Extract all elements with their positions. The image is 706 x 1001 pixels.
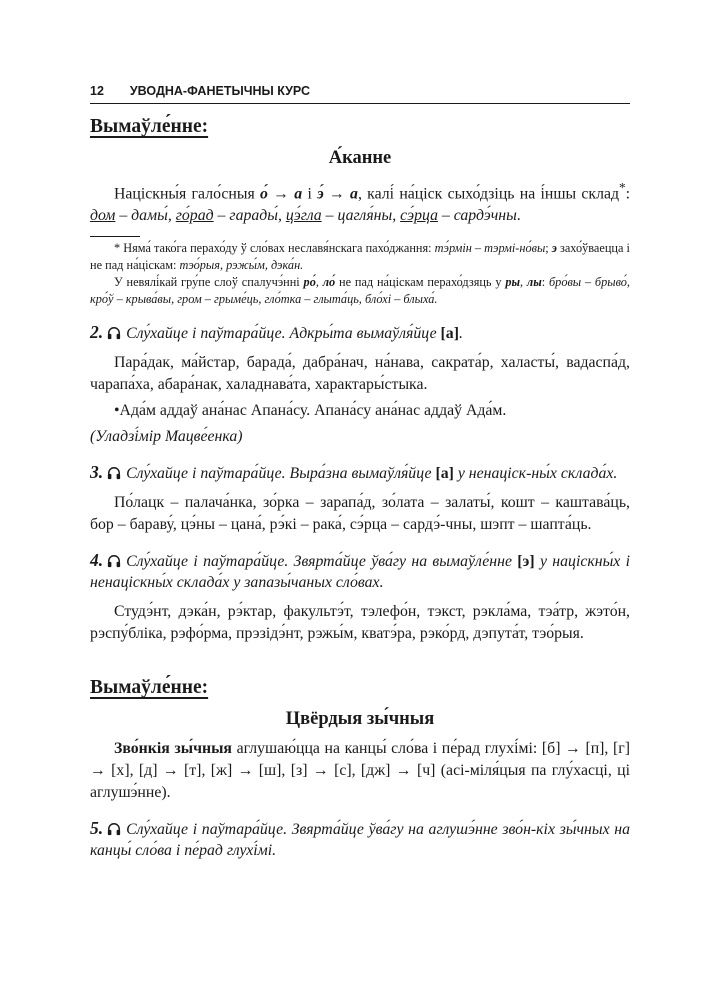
- page-number: 12: [90, 84, 104, 98]
- exercise-4-words: Студэ́нт, дэка́н, рэ́ктар, факультэ́т, тэлефо́н, тэкст, рэкла́ма, тэа́тр, жэто́н, рэспу́бліка, рэфо́рма, прэзідэ́нт, рэжы́м, кватэ́ра, рэко́рд, дэпута́т, тэо́рыя.: [90, 603, 630, 643]
- running-title: УВОДНА-ФАНЕТЫЧНЫ КУРС: [129, 84, 310, 98]
- consonants-rule: Зво́нкія зы́чныя аглушаю́цца на канцы́ сло́ва і пе́рад глухі́мі: [б] → [п], [г] → [х], [д] → [т], [ж] → [ш], [з] → [с], [дж] → [ч] (асі-міля́цыя па глу́хасці, ці аглушэ́нне).: [90, 740, 630, 802]
- exercise-2-author: (Уладзі́мір Мацве́енка): [90, 428, 243, 446]
- section-heading-2: Вымаўле́нне:: [90, 677, 209, 699]
- footnote-2: У невялі́кай гру́пе слоў спалучэ́нні ро́, ло́ не пад на́ціскам перахо́дзяць у ры, лы: бро́вы – брыво́, кро́ў – крыва́вы, гром – грыме́ць, гло́тка – глыта́ць, бло́хі – блыха́.: [90, 275, 630, 307]
- section-title-consonants: Цвёрдыя зы́чныя: [285, 709, 435, 730]
- footnote-divider: [90, 236, 140, 237]
- exercise-3-instruction: 3. Слу́хайце і паўтара́йце. Выра́зна вымаўля́йце [а] у ненаціск-ны́х склада́х.: [90, 462, 618, 483]
- section-heading-1: Вымаўле́нне:: [90, 116, 209, 137]
- headphones-icon[interactable]: [107, 554, 121, 568]
- footnote-1: * Няма́ тако́га перахо́ду ў сло́вах неславя́нскага пахо́джання: тэ́рмін – тэрмі-но́вы; э захо́ўваецца і не пад на́ціскам: тэо́рыя, рэжы́м, дэка́н.: [90, 241, 630, 273]
- exercise-2-tongue-twister: •Ада́м аддаў ана́нас Апана́су. Апана́су ана́нас аддаў Ада́м.: [114, 402, 507, 420]
- headphones-icon[interactable]: [107, 326, 121, 340]
- exercise-2-instruction: 2. Слу́хайце і паўтара́йце. Адкры́та вымаўля́йце [а].: [90, 322, 463, 343]
- running-head: [90, 84, 630, 104]
- exercise-2-words: Пара́дак, ма́йстар, барада́, дабра́нач, на́нава, сакрата́р, халасты́, вадаспа́д, чарапа́ха, абара́нак, халаднава́та, характары́стыка.: [90, 354, 630, 394]
- section-title-akanne: А́канне: [328, 148, 392, 168]
- exercise-5-instruction: 5. Слу́хайце і паўтара́йце. Звярта́йце ўва́гу на аглушэ́нне зво́н-кіх зы́чных на канцы́ сло́ва і пе́рад глухі́мі.: [90, 818, 630, 860]
- headphones-icon[interactable]: [107, 466, 121, 480]
- exercise-4-instruction: 4. Слу́хайце і паўтара́йце. Звярта́йце ўва́гу на вымаўле́нне [э] у націскны́х і ненаціскны́х склада́х у запазы́чаных сло́вах.: [90, 550, 630, 592]
- akanne-rule: Націскны́я гало́сныя о́ → а і э́ → а, калі́ на́ціск сыхо́дзіць на і́ншы склад*: дом – дамы́, го́рад – гарады́, цэ́гла – цагля́ны, сэ́рца – сардэ́чны.: [90, 180, 630, 225]
- page: [90, 84, 630, 869]
- exercise-3-words: По́лацк – палача́нка, зо́рка – зарапа́д, зо́лата – залаты́, кошт – каштава́ць, бор – бараву́, цэ́ны – цана́, рэ́кі – рака́, сэ́рца – сардэ́-чны, шэпт – шапта́ць.: [90, 494, 630, 534]
- headphones-icon[interactable]: [107, 822, 121, 836]
